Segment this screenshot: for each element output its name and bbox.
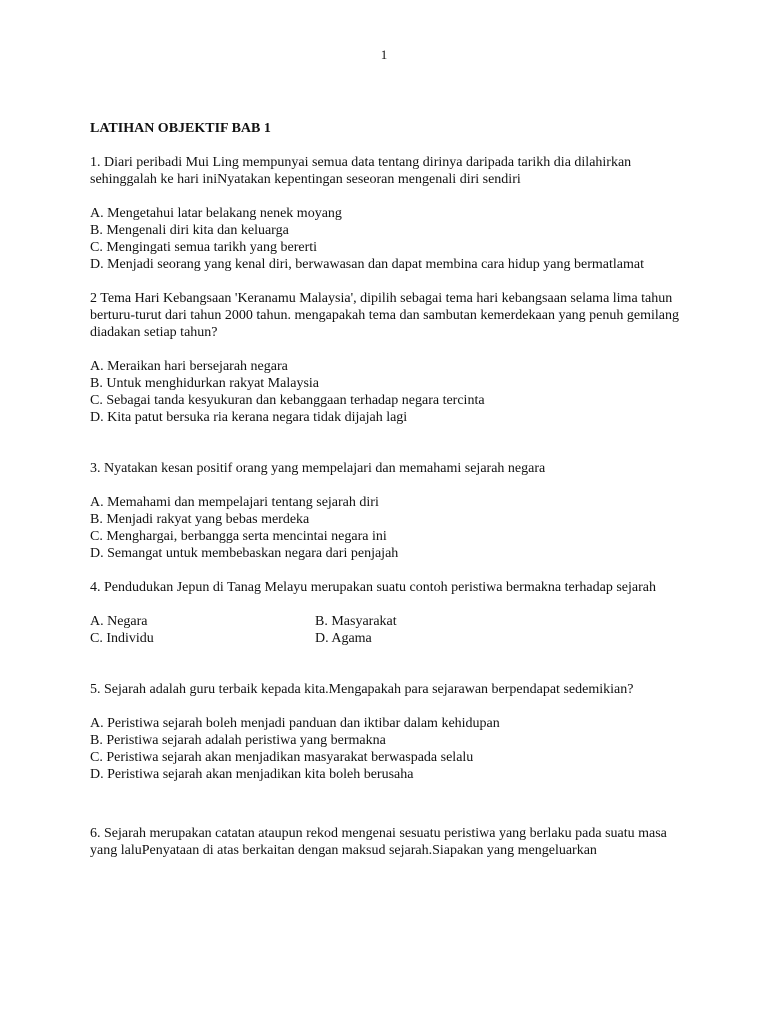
option-b: B. Menjadi rakyat yang bebas merdeka	[90, 512, 310, 527]
option-d: D. Menjadi seorang yang kenal diri, berwawasan dan dapat membina cara hidup yang bermatlamat	[90, 257, 644, 272]
option-a: A. Peristiwa sejarah boleh menjadi panduan dan iktibar dalam kehidupan	[90, 716, 500, 731]
option-a: A. Negara	[90, 614, 148, 629]
question-text: 4. Pendudukan Jepun di Tanag Melayu merupakan suatu contoh peristiwa bermakna terhadap sejarah	[90, 580, 656, 595]
question-1	[90, 154, 690, 273]
option-d: D. Agama	[315, 631, 372, 646]
option-d: D. Semangat untuk membebaskan negara dari penjajah	[90, 546, 399, 561]
option-a: A. Meraikan hari bersejarah negara	[90, 359, 288, 374]
option-c: C. Mengingati semua tarikh yang bererti	[90, 240, 318, 255]
option-list	[90, 205, 690, 273]
option-a: A. Memahami dan mempelajari tentang sejarah diri	[90, 495, 379, 510]
page-number: 1	[380, 47, 388, 62]
option-a: A. Mengetahui latar belakang nenek moyang	[90, 206, 342, 221]
option-b: B. Mengenali diri kita dan keluarga	[90, 223, 289, 238]
question-3	[90, 460, 690, 562]
question-text: 2 Tema Hari Kebangsaan 'Keranamu Malaysia', dipilih sebagai tema hari kebangsaan selama lima tahun berturu-turut dari tahun 2000 tahun. mengapakah tema dan sambutan kemerdekaan yang penuh gemilang diadakan setiap tahun?	[90, 291, 679, 340]
question-4	[90, 579, 690, 647]
question-5	[90, 681, 690, 783]
option-c: C. Menghargai, berbangga serta mencintai negara ini	[90, 529, 387, 544]
question-2	[90, 290, 690, 426]
question-text: 1. Diari peribadi Mui Ling mempunyai semua data tentang dirinya daripada tarikh dia dilahirkan sehinggalah ke hari iniNyatakan kepentingan seseoran mengenali diri sendiri	[90, 155, 632, 187]
option-b: B. Untuk menghidurkan rakyat Malaysia	[90, 376, 320, 391]
page-title: LATIHAN OBJEKTIF BAB 1	[90, 121, 271, 136]
option-d: D. Peristiwa sejarah akan menjadikan kita boleh berusaha	[90, 767, 414, 782]
question-text: 3. Nyatakan kesan positif orang yang mempelajari dan memahami sejarah negara	[90, 461, 546, 476]
option-c: C. Sebagai tanda kesyukuran dan kebanggaan terhadap negara tercinta	[90, 393, 485, 408]
option-grid	[90, 613, 690, 647]
question-text: 6. Sejarah merupakan catatan ataupun rekod mengenai sesuatu peristiwa yang berlaku pada suatu masa yang laluPenyataan di atas berkaitan dengan maksud sejarah.Siapakan yang mengeluarkan	[90, 826, 667, 858]
option-list	[90, 715, 690, 783]
option-d: D. Kita patut bersuka ria kerana negara tidak dijajah lagi	[90, 410, 408, 425]
option-list	[90, 494, 690, 562]
option-c: C. Peristiwa sejarah akan menjadikan masyarakat berwaspada selalu	[90, 750, 474, 765]
question-text: 5. Sejarah adalah guru terbaik kepada kita.Mengapakah para sejarawan berpendapat sedemikian?	[90, 682, 634, 697]
option-list	[90, 358, 690, 426]
question-6	[90, 825, 690, 859]
option-c: C. Individu	[90, 631, 154, 646]
option-b: B. Peristiwa sejarah adalah peristiwa yang bermakna	[90, 733, 386, 748]
option-b: B. Masyarakat	[315, 614, 397, 629]
document-body	[90, 120, 690, 859]
